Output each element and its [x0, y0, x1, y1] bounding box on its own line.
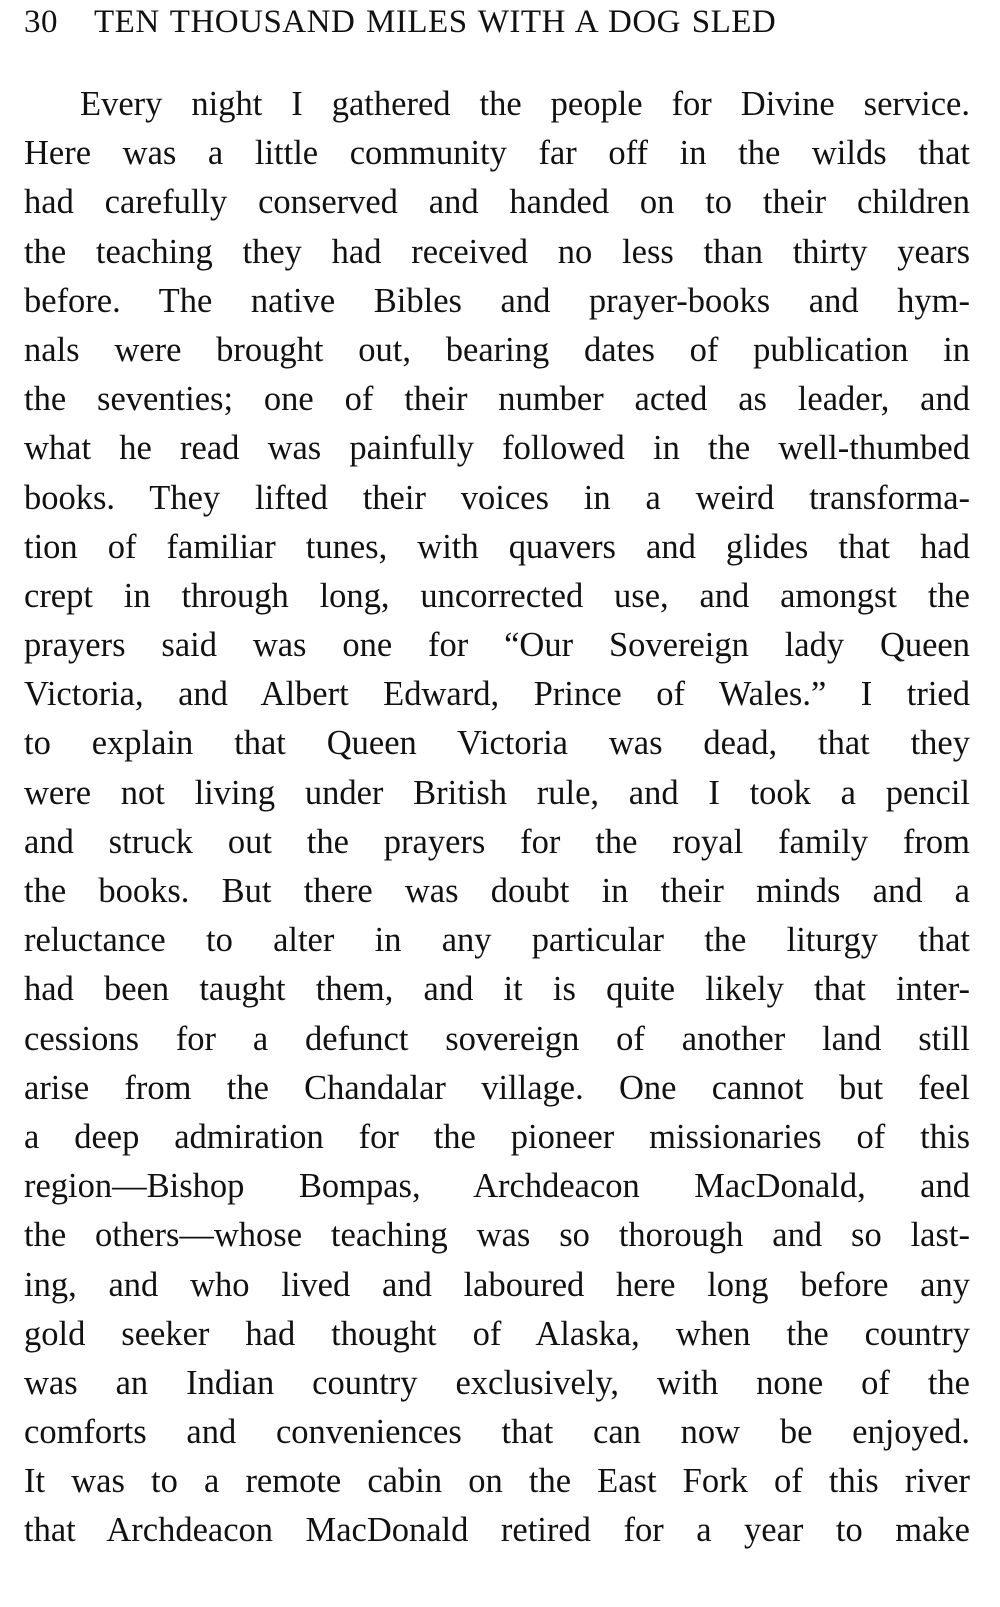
text-line: ing, and who lived and laboured here long before any	[24, 1265, 970, 1304]
text-line: the teaching they had received no less than thirty years	[24, 232, 970, 271]
text-line: a deep admiration for the pioneer missionaries of this	[24, 1117, 970, 1156]
text-line: gold seeker had thought of Alaska, when the country	[24, 1314, 970, 1353]
text-line: the seventies; one of their number acted as leader, and	[24, 380, 970, 419]
text-line: comforts and conveniences that can now be enjoyed.	[24, 1413, 970, 1452]
text-line: tion of familiar tunes, with quavers and glides that had	[24, 527, 970, 566]
book-title: TEN THOUSAND MILES WITH A DOG SLED	[94, 4, 777, 40]
text-line: that Archdeacon MacDonald retired for a year to make	[24, 1511, 970, 1550]
body-paragraph	[24, 80, 970, 1556]
text-line: crept in through long, uncorrected use, and amongst the	[24, 576, 970, 615]
running-head	[24, 4, 970, 54]
page-number: 30	[24, 4, 58, 40]
text-line: and struck out the prayers for the royal family from	[24, 822, 970, 861]
text-line: cessions for a defunct sovereign of another land still	[24, 1019, 970, 1058]
text-line: arise from the Chandalar village. One cannot but feel	[24, 1068, 970, 1107]
text-line: was an Indian country exclusively, with none of the	[24, 1363, 970, 1402]
text-line: prayers said was one for “Our Sovereign lady Queen	[24, 626, 970, 665]
text-line: It was to a remote cabin on the East Fork of this river	[24, 1462, 970, 1501]
text-line: were not living under British rule, and I took a pencil	[24, 773, 970, 812]
text-line: Here was a little community far off in the wilds that	[24, 134, 970, 173]
text-line: to explain that Queen Victoria was dead, that they	[24, 724, 970, 763]
text-line: region—Bishop Bompas, Archdeacon MacDonald, and	[24, 1167, 970, 1206]
text-line: had been taught them, and it is quite likely that inter-	[24, 970, 970, 1009]
text-line: the others—whose teaching was so thorough and so last-	[24, 1216, 970, 1255]
text-line: Every night I gathered the people for Divine service.	[80, 85, 970, 123]
text-line: what he read was painfully followed in the well-thumbed	[24, 429, 970, 468]
text-line: books. They lifted their voices in a weird transforma-	[24, 478, 970, 517]
text-line: before. The native Bibles and prayer-books and hym-	[24, 281, 970, 320]
text-line: reluctance to alter in any particular the liturgy that	[24, 921, 970, 960]
text-line: nals were brought out, bearing dates of publication in	[24, 330, 970, 369]
text-line: had carefully conserved and handed on to their children	[24, 183, 970, 222]
text-line: the books. But there was doubt in their minds and a	[24, 872, 970, 910]
text-line: Victoria, and Albert Edward, Prince of Wales.” I tried	[24, 675, 970, 714]
